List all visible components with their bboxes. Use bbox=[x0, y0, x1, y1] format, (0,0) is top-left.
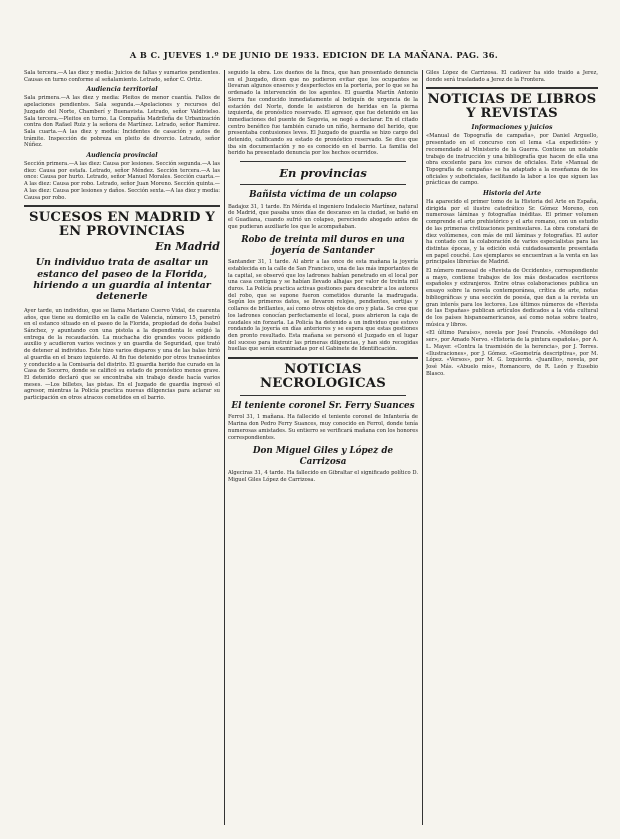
historia-heading: Historia del Arte bbox=[482, 190, 542, 198]
column-2 bbox=[228, 70, 418, 827]
divider bbox=[240, 395, 406, 396]
divider bbox=[240, 161, 406, 162]
page-header: A B C. JUEVES 1.º DE JUNIO DE 1933. EDICION DE LA MAÑANA. PAG. 36. bbox=[129, 50, 499, 60]
estanco-story: Ayer tarde, un individuo, que se llama Mariano Cuervo Vidal, de cuarenta años, que tiene su domicilio en la calle de Valencia, número 15, penetró en el estanco situado en el paseo de la Florida, propiedad de doña Isabel Sánchez, y apuntando con una pistola a la dependienta le exigió la entrega de la recaudación. La muchacha dio grandes voces pidiendo auxilio y acudieron varios vecinos y un guardia de Seguridad, que trató de detener al individuo. Este hizo varios disparos y una de las balas hirió al guardia en el brazo izquierdo. Al fin fue detenido por otros transeúntes y conducido a la Comisaría del distrito. El guardia herido fue curado en la Casa de Socorro, donde se calificó su estado de pronóstico menos grave. El detenido declaró que se encontraba sin trabajo desde hacía varios meses. —Los billetes, las pistas. En el Juzgado de guardia ingresó el agresor, mientras la Policía practica nuevas diligencias para aclarar su participación en otros atracos cometidos en el barrio. bbox=[24, 307, 220, 402]
robo-heading: Robo de treinta mil duros en una joyería de Santander bbox=[241, 235, 405, 256]
section-divider bbox=[426, 87, 598, 89]
col2-top-text: seguido la obra. Los dueños de la finca, que han presentado denuncia en el Juzgado, dicen que no pudieron evitar que los ocupantes se llevaran algunos enseres y desperfectos en la portería, por lo que se ha ordenado la intervención de los agentes. El guardia Martín Antonio Sierra fue conducido inmediatamente al botiquín de urgencia de la estación del Norte, donde le asistieron de heridas en la pierna izquierda, de pronóstico reservado. El agresor, que fue detenido en las inmediaciones del puente de Segovia, se negó a declarar. En el citado centro benéfico fue también curado un niño, hermano del herido, que presentaba contusiones leves. El Juzgado de guardia se hizo cargo del detenido, calificando su estado de pronóstico reservado. Se dice que iba sin documentación y no es conocido en el barrio. La familia del herido ha presentado denuncia por los hechos ocurridos. bbox=[228, 70, 418, 157]
audiencia-provincial-heading: Audiencia provincial bbox=[86, 152, 158, 160]
miguel-giles-text: Algeciras 31, 4 tarde. Ha fallecido en Gibraltar el significado político D. Miguel Giles López de Carrizosa. bbox=[228, 470, 418, 483]
banista-text: Badajoz 31, 1 tarde. En Mérida el ingeniero Indalecio Martínez, natural de Madrid, que pasaba unos días de descanso en la ciudad, se bañó en el Guadiana, cuando sufrió un colapso, pereciendo ahogado antes de que pudieran auxiliarle los que le acompañaban. bbox=[228, 203, 418, 230]
court-intro-text: Sala tercera.—A las diez y media: Juicios de faltas y sumarios pendientes. Causas en turno conforme al señalamiento. Letrado, señor C. Ortiz. bbox=[24, 70, 220, 83]
provincial-text: Sección primera.—A las diez: Causa por lesiones. Sección segunda.—A las diez: Causa por estafa. Letrado, señor Méndez. Sección tercera.—A las once: Causa por hurto. Letrado, señor Manuel Morales. Sección cuarta.—A las diez: Causa por robo. Letrado, señor Juan Moreno. Sección quinta.—A las diez: Causa por lesiones y daños. Sección sexta.—A las diez y media: Causa por robo. bbox=[24, 161, 220, 201]
robo-text: Santander 31, 1 tarde. Al abrir a las once de esta mañana la joyería establecida en la calle de San Francisco, una de las más importantes de la capital, se observó que los ladrones habían penetrado en el local por una casa contigua y se habían llevado alhajas por valor de treinta mil duros. La Policía practica activas gestiones para descubrir a los autores del robo, que se supone fueron cometidos durante la madrugada. Según los primeros datos, se llevaron relojes, pendientes, sortijas y collares de brillantes, así como otros objetos de oro y plata. Se cree que los ladrones conocían perfectamente el local, pues abrieron la caja de caudales sin forzarla. La Policía ha detenido a un individuo que estuvo rondando la joyería en días anteriores y se espera que estas gestiones den pronto resultado. Esta mañana se personó el Juzgado en el lugar del suceso para instruir las primeras diligencias, y han sido recogidas huellas que serán examinadas por el Gabinete de Identificación. bbox=[228, 259, 418, 353]
section-divider bbox=[228, 357, 418, 359]
revista-text: El número mensual de «Revista de Occidente», correspondiente a mayo, contiene trabajos de los más destacados escritores españoles y extranjeros. Entre otras colaboraciones publica un ensayo sobre la novela contemporánea, crítica de arte, notas bibliográficas y una sección de poesía, que dan a la revista un gran interés para los lectores. Los últimos números de «Revista de las Españas» publican artículos dedicados a la vida cultural de los países hispanoamericanos, así como notas sobre teatro, música y libros. bbox=[426, 268, 598, 328]
audiencia-territorial-heading: Audiencia territorial bbox=[86, 86, 158, 94]
territorial-text: Sala primera.—A las diez y media: Pleitos de menor cuantía. Fallos de apelaciones pendientes. Sala segunda.—Apelaciones y recursos del Juzgado del Norte, Chamberí y Buenavista. Letrado, señor Valdivielso. Sala tercera.—Pleitos en turno. La Compañía Madrileña de Urbanización contra don Rafael Ruiz y la señora de Martínez. Letrado, señor Ramírez. Sala cuarta.—A las diez y media: Incidentes de casación y autos de trámite. Inspección de pobreza en pleito de divorcio. Letrado, señor Núñez. bbox=[24, 95, 220, 149]
divider bbox=[240, 184, 406, 185]
historia-text: Ha aparecido el primer tomo de la Historia del Arte en España, dirigida por el ilustre catedrático Sr. Gómez Moreno, con numerosas láminas y fotografías inéditas. El primer volumen comprende el arte prehistórico y el arte romano, con un estudio de las primeras civilizaciones peninsulares. La obra constará de diez volúmenes, con más de mil láminas y fotografías. El autor ha contado con la colaboración de varios especialistas para las distintas épocas, y la edición está cuidadosamente presentada en papel couché. Los ejemplares se encuentran a la venta en las principales librerías de Madrid. bbox=[426, 199, 598, 266]
column-1 bbox=[24, 70, 220, 827]
column-rule bbox=[422, 70, 423, 825]
estanco-deck: Un individuo trata de asaltar un estanco del paseo de la Florida, hiriendo a un guardia al intentar detenerle bbox=[33, 257, 211, 303]
column-rule bbox=[224, 70, 225, 825]
section-divider bbox=[24, 205, 220, 207]
libros-revistas-heading: NOTICIAS DE LIBROS Y REVISTAS bbox=[427, 92, 597, 122]
sucesos-heading: SUCESOS EN MADRID Y EN PROVINCIAS bbox=[28, 210, 216, 240]
col3-top-text: Giles López de Carrizosa. El cadáver ha sido traído a Jerez, donde será trasladado a Jerez de la Frontera. bbox=[426, 70, 598, 83]
banista-heading: Bañista víctima de un colapso bbox=[249, 190, 397, 201]
teniente-heading: El teniente coronel Sr. Ferry Suances bbox=[231, 401, 415, 412]
en-provincias-heading: En provincias bbox=[279, 166, 367, 181]
informaciones-heading: Informaciones y juicios bbox=[471, 124, 553, 132]
book-list: «El último Paraíso», novela por José Francés. «Monólogo del ser», por Amado Nervo. «Historia de la pintura española», por A. L. Mayer. «Contra la trasmisión de la herencia», por J. Torres. «Ilustraciones», por J. Gómez. «Geometría descriptiva», por M. López. «Versos», por M. G. Izquierdo. «Juanillo», novela, por José Más. «Abuelo mío», Romancero, de R. León y Eusebio Blasco. bbox=[426, 330, 598, 377]
informaciones-text: «Manual de Topografía de campaña», por Daniel Arguello, presentado en el concurso con el lema «La expedición» y recomendado al Ministerio de la Guerra. Contiene un notable trabajo de instrucción y una bibliografía que hacen de ella una obra excelente para los cursos de oficiales. Este «Manual de Topografía de campaña» se ha adaptado a la enseñanza de los oficiales y suboficiales, facilitando la labor a los que siguen las prácticas de campo. bbox=[426, 133, 598, 187]
column-3 bbox=[426, 70, 598, 827]
noticias-necrologicas-heading: NOTICIAS NECROLOGICAS bbox=[260, 362, 386, 392]
en-madrid-heading: En Madrid bbox=[155, 240, 220, 254]
miguel-giles-heading: Don Miguel Giles y López de Carrizosa bbox=[252, 446, 394, 467]
teniente-text: Ferrol 31, 1 mañana. Ha fallecido el teniente coronel de Infantería de Marina don Pedro Ferry Suances, muy conocido en Ferrol, donde tenía numerosas amistades. Su entierro se verificará mañana con los honores correspondientes. bbox=[228, 414, 418, 441]
